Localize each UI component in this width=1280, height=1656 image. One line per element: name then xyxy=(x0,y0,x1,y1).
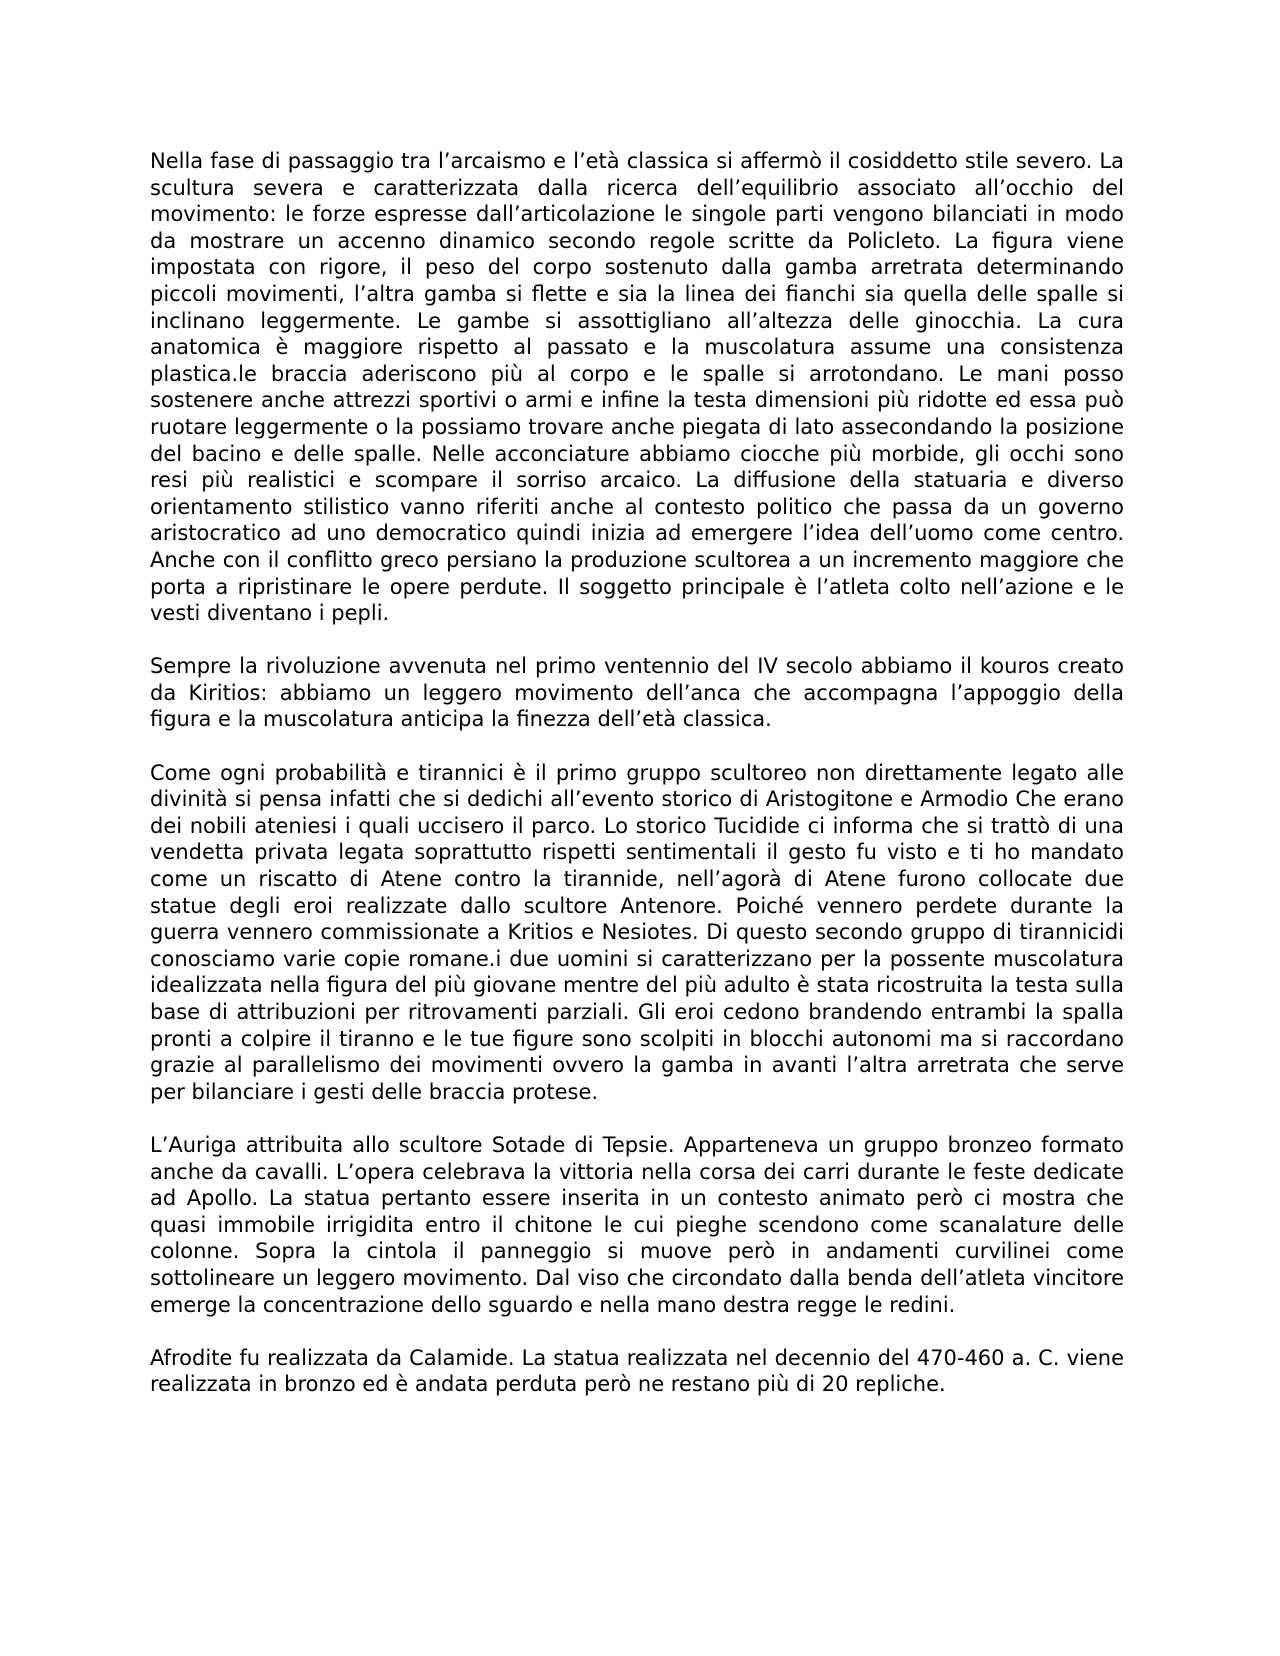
document-page xyxy=(150,148,1124,1425)
paragraph-auriga: L’Auriga attribuita allo scultore Sotade di Tepsie. Apparteneva un gruppo bronzeo formato anche da cavalli. L’opera celebrava la vittoria nella corsa dei carri durante le feste dedicate ad Apollo. La statua pertanto essere inserita in un contesto animato però ci mostra che quasi immobile irrigidita entro il chitone le cui pieghe scendono come scanalature delle colonne. Sopra la cintola il panneggio si muove però in andamenti curvilinei come sottolineare un leggero movimento. Dal viso che circondato dalla benda dell’atleta vincitore emerge la concentrazione dello sguardo e nella mano destra regge le redini. xyxy=(150,1132,1124,1317)
paragraph-tirannicidi: Come ogni probabilità e tirannici è il primo gruppo scultoreo non direttamente legato alle divinità si pensa infatti che si dedichi all’evento storico di Aristogitone e Armodio Che erano dei nobili ateniesi i quali uccisero il parco. Lo storico Tucidide ci informa che si trattò di una vendetta privata legata soprattutto rispetti sentimentali il gesto fu visto e ti ho mandato come un riscatto di Atene contro la tirannide, nell’agorà di Atene furono collocate due statue degli eroi realizzate dallo scultore Antenore. Poiché vennero perdete durante la guerra vennero commissionate a Kritios e Nesiotes. Di questo secondo gruppo di tirannicidi conosciamo varie copie romane.i due uomini si caratterizzano per la possente muscolatura idealizzata nella figura del più giovane mentre del più adulto è stata ricostruita la testa sulla base di attribuzioni per ritrovamenti parziali. Gli eroi cedono brandendo entrambi la spalla pronti a colpire il tiranno e le tue figure sono scolpiti in blocchi autonomi ma si raccordano grazie al parallelismo dei movimenti ovvero la gamba in avanti l’altra arretrata che serve per bilanciare i gesti delle braccia protese. xyxy=(150,760,1124,1104)
paragraph-afrodite: Afrodite fu realizzata da Calamide. La statua realizzata nel decennio del 470-460 a. C. viene realizzata in bronzo ed è andata perduta però ne restano più di 20 repliche. xyxy=(150,1345,1124,1397)
paragraph-stile-severo: Nella fase di passaggio tra l’arcaismo e l’età classica si affermò il cosiddetto stile severo. La scultura severa e caratterizzata dalla ricerca dell’equilibrio associato all’occhio del movimento: le forze espresse dall’articolazione le singole parti vengono bilanciati in modo da mostrare un accenno dinamico secondo regole scritte da Policleto. La figura viene impostata con rigore, il peso del corpo sostenuto dalla gamba arretrata determinando piccoli movimenti, l’altra gamba si flette e sia la linea dei fianchi sia quella delle spalle si inclinano leggermente. Le gambe si assottigliano all’altezza delle ginocchia. La cura anatomica è maggiore rispetto al passato e la muscolatura assume una consistenza plastica.le braccia aderiscono più al corpo e le spalle si arrotondano. Le mani posso sostenere anche attrezzi sportivi o armi e infine la testa dimensioni più ridotte ed essa può ruotare leggermente o la possiamo trovare anche piegata di lato assecondando la posizione del bacino e delle spalle. Nelle acconciature abbiamo ciocche più morbide, gli occhi sono resi più realistici e scompare il sorriso arcaico. La diffusione della statuaria e diverso orientamento stilistico vanno riferiti anche al contesto politico che passa da un governo aristocratico ad uno democratico quindi inizia ad emergere l’idea dell’uomo come centro. Anche con il conflitto greco persiano la produzione scultorea a un incremento maggiore che porta a ripristinare le opere perdute. Il soggetto principale è l’atleta colto nell’azione e le vesti diventano i pepli. xyxy=(150,149,1124,626)
paragraph-kouros-kritios: Sempre la rivoluzione avvenuta nel primo ventennio del IV secolo abbiamo il kouros creato da Kiritios: abbiamo un leggero movimento dell’anca che accompagna l’appoggio della figura e la muscolatura anticipa la finezza dell’età classica. xyxy=(150,654,1124,732)
